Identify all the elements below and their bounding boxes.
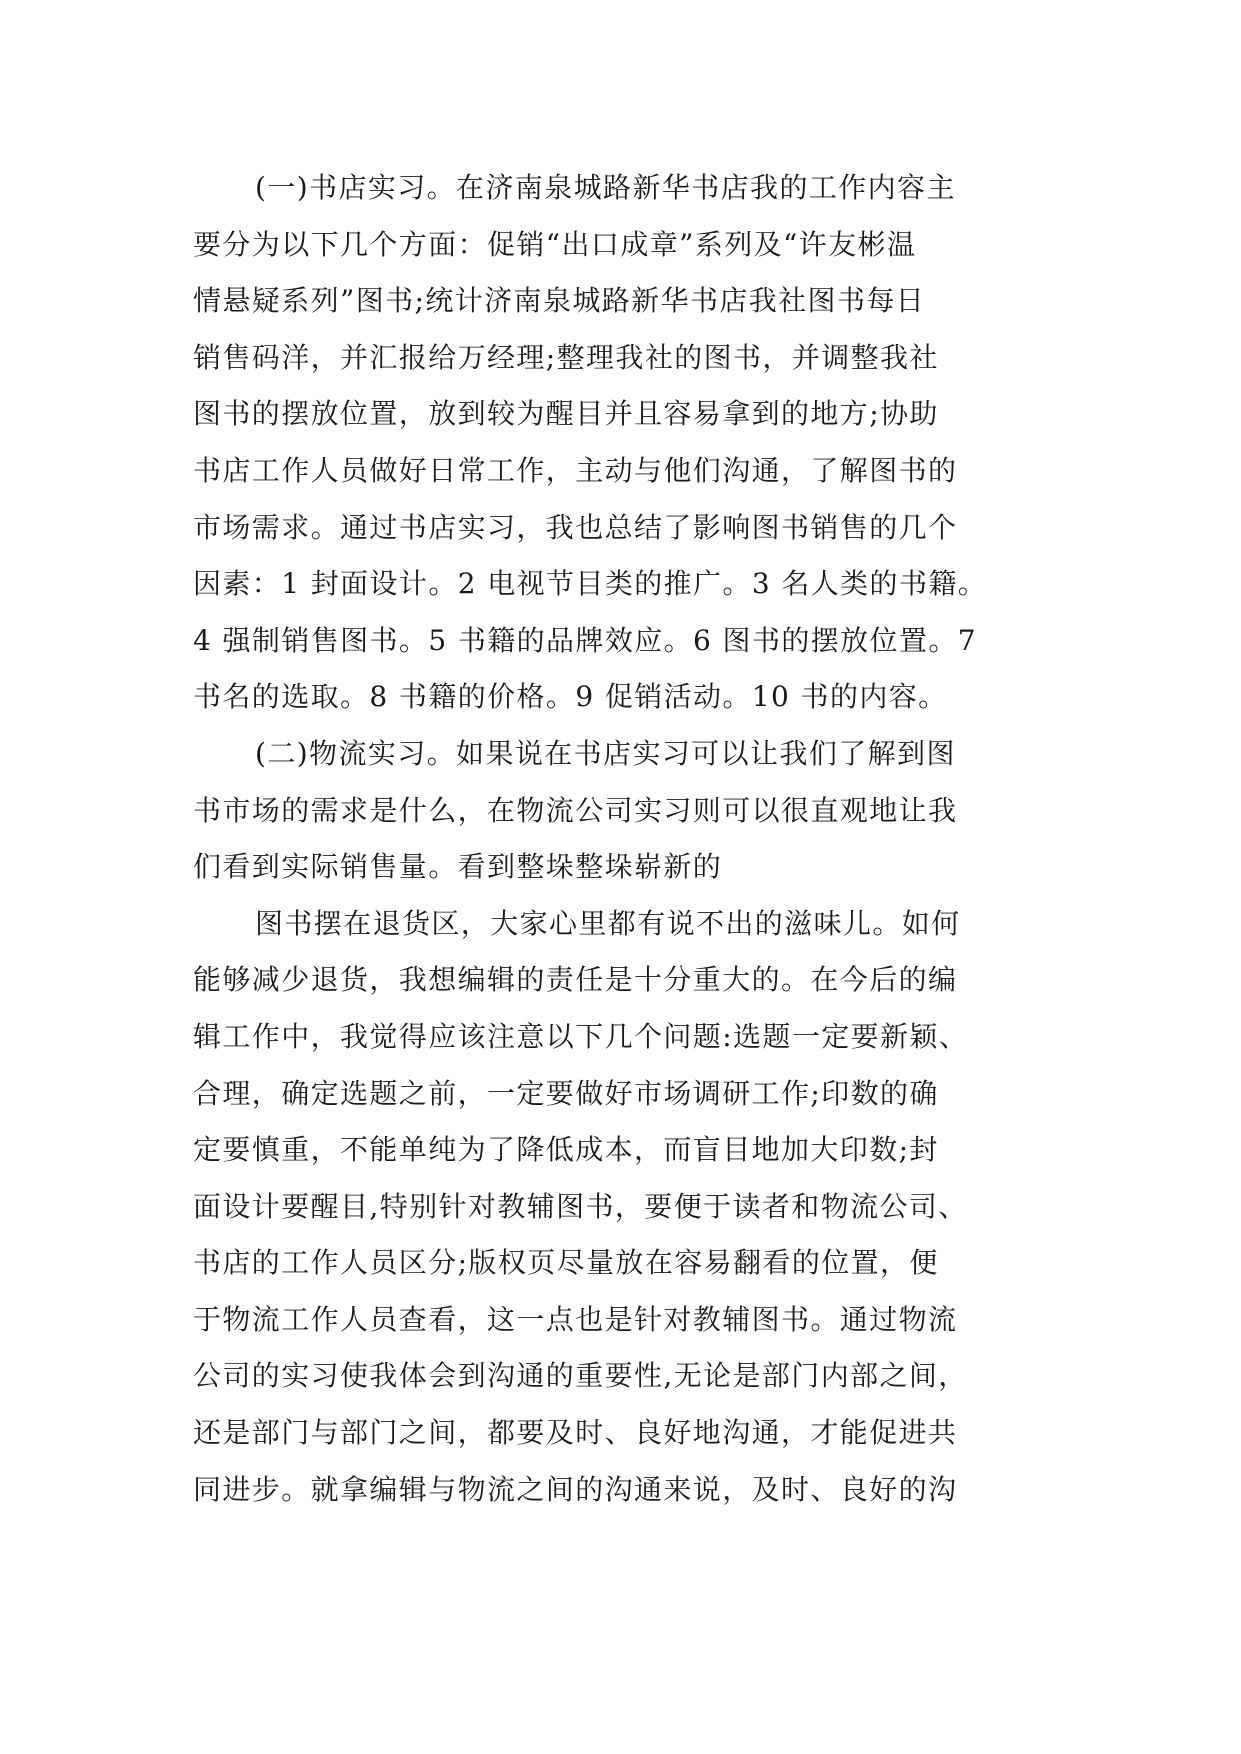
paragraph-2-line-3: 们看到实际销售量。看到整垛整垛崭新的 xyxy=(193,850,723,884)
paragraph-1-line-1: (一)书店实习。在济南泉城路新华书店我的工作内容主 xyxy=(255,171,956,204)
paragraph-3-line-5: 定要慎重，不能单纯为了降低成本，而盲目地加大印数;封 xyxy=(193,1133,939,1167)
paragraph-3-line-4: 合理，确定选题之前，一定要做好市场调研工作;印数的确 xyxy=(193,1076,939,1110)
paragraph-1-line-5: 图书的摆放位置，放到较为醒目并且容易拿到的地方;协助 xyxy=(193,397,939,431)
paragraph-1-line-7: 市场需求。通过书店实习，我也总结了影响图书销售的几个 xyxy=(193,510,958,544)
paragraph-1-line-6: 书店工作人员做好日常工作，主动与他们沟通，了解图书的 xyxy=(193,453,958,487)
paragraph-3-line-6: 面设计要醒目,特别针对教辅图书，要便于读者和物流公司、 xyxy=(193,1189,968,1223)
paragraph-3-line-11: 同进步。就拿编辑与物流之间的沟通来说，及时、良好的沟 xyxy=(193,1472,958,1506)
paragraph-1-line-10: 书名的选取。8 书籍的价格。9 促销活动。10 书的内容。 xyxy=(193,680,948,714)
paragraph-3-line-10: 还是部门与部门之间，都要及时、良好地沟通，才能促进共 xyxy=(193,1416,958,1450)
paragraph-1-line-8: 因素：1 封面设计。2 电视节目类的推广。3 名人类的书籍。 xyxy=(193,567,988,601)
paragraph-3-line-9: 公司的实习使我体会到沟通的重要性,无论是部门内部之间， xyxy=(193,1359,968,1393)
paragraph-2-line-1: (二)物流实习。如果说在书店实习可以让我们了解到图 xyxy=(255,736,956,770)
paragraph-3-line-7: 书店的工作人员区分;版权页尽量放在容易翻看的位置，便 xyxy=(193,1246,939,1280)
paragraph-1-line-3: 情悬疑系列”图书;统计济南泉城路新华书店我社图书每日 xyxy=(193,284,926,318)
paragraph-1-line-4: 销售码洋，并汇报给万经理;整理我社的图书，并调整我社 xyxy=(193,340,939,374)
paragraph-3-line-2: 能够减少退货，我想编辑的责任是十分重大的。在今后的编 xyxy=(193,963,958,997)
paragraph-3-line-1: 图书摆在退货区，大家心里都有说不出的滋味儿。如何 xyxy=(255,906,961,940)
paragraph-1-line-2: 要分为以下几个方面：促销“出口成章”系列及“许友彬温 xyxy=(193,227,917,261)
document-body xyxy=(193,160,1053,1518)
paragraph-1-line-9: 4 强制销售图书。5 书籍的品牌效应。6 图书的摆放位置。7 xyxy=(193,623,977,657)
paragraph-2-line-2: 书市场的需求是什么，在物流公司实习则可以很直观地让我 xyxy=(193,793,958,827)
paragraph-3-line-8: 于物流工作人员查看，这一点也是针对教辅图书。通过物流 xyxy=(193,1302,958,1336)
paragraph-3-line-3: 辑工作中，我觉得应该注意以下几个问题:选题一定要新颖、 xyxy=(193,1019,969,1053)
